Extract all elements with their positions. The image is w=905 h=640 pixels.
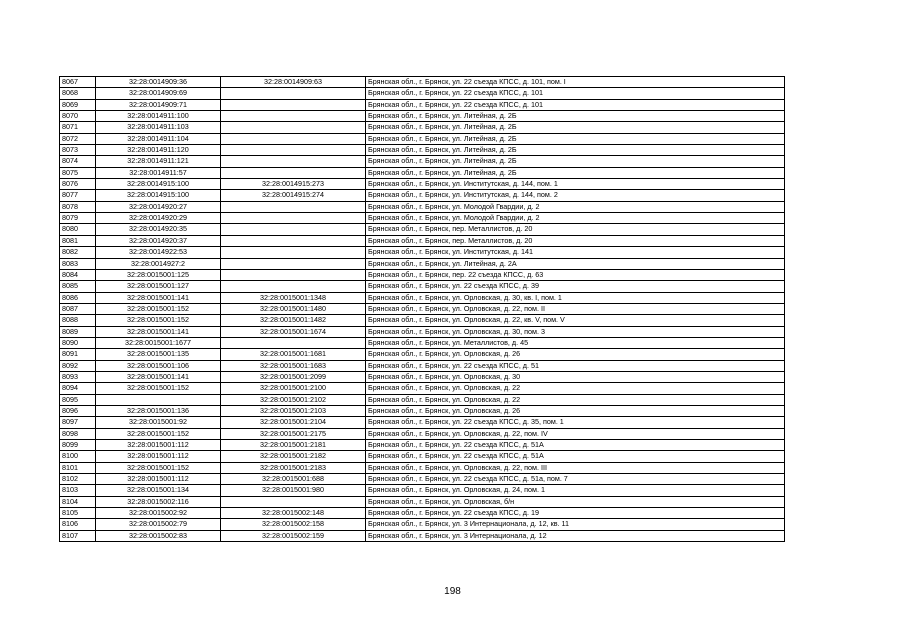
object-cadastral-number-cell: 32:28:0015001:2100	[221, 383, 366, 394]
object-cadastral-number-cell	[221, 247, 366, 258]
land-cadastral-number-cell: 32:28:0015001:112	[96, 451, 221, 462]
land-cadastral-number-cell: 32:28:0015002:79	[96, 519, 221, 530]
land-cadastral-number-cell: 32:28:0014920:27	[96, 201, 221, 212]
land-cadastral-number-cell: 32:28:0015001:152	[96, 462, 221, 473]
table-row	[60, 156, 785, 167]
table-row	[60, 349, 785, 360]
table-row	[60, 258, 785, 269]
address-cell: Брянская обл., г. Брянск, ул. Орловская, д. 22, пом. IV	[366, 428, 785, 439]
address-cell: Брянская обл., г. Брянск, ул. Орловская, д. 26	[366, 405, 785, 416]
address-cell: Брянская обл., г. Брянск, ул. 22 съезда КПСС, д. 101	[366, 99, 785, 110]
address-cell: Брянская обл., г. Брянск, ул. Литейная, д. 2А	[366, 258, 785, 269]
table-row	[60, 111, 785, 122]
row-number-cell: 8078	[60, 201, 96, 212]
table-row	[60, 496, 785, 507]
land-cadastral-number-cell: 32:28:0015001:127	[96, 281, 221, 292]
table-row	[60, 519, 785, 530]
table-row	[60, 440, 785, 451]
property-registry-table	[59, 76, 785, 542]
address-cell: Брянская обл., г. Брянск, ул. Литейная, д. 2Б	[366, 122, 785, 133]
land-cadastral-number-cell: 32:28:0014911:100	[96, 111, 221, 122]
object-cadastral-number-cell	[221, 496, 366, 507]
table-row	[60, 315, 785, 326]
address-cell: Брянская обл., г. Брянск, ул. 22 съезда КПСС, д. 101	[366, 88, 785, 99]
land-cadastral-number-cell: 32:28:0014911:104	[96, 133, 221, 144]
table-row	[60, 179, 785, 190]
address-cell: Брянская обл., г. Брянск, ул. Орловская, д. 30, пом. 3	[366, 326, 785, 337]
address-cell: Брянская обл., г. Брянск, ул. Орловская, д. 30, кв. I, пом. 1	[366, 292, 785, 303]
land-cadastral-number-cell: 32:28:0015001:152	[96, 428, 221, 439]
land-cadastral-number-cell: 32:28:0015001:125	[96, 269, 221, 280]
row-number-cell: 8069	[60, 99, 96, 110]
address-cell: Брянская обл., г. Брянск, ул. Орловская, б/н	[366, 496, 785, 507]
land-cadastral-number-cell: 32:28:0015001:152	[96, 303, 221, 314]
address-cell: Брянская обл., г. Брянск, ул. Молодой Гвардии, д. 2	[366, 201, 785, 212]
land-cadastral-number-cell: 32:28:0014909:69	[96, 88, 221, 99]
table-row	[60, 122, 785, 133]
row-number-cell: 8094	[60, 383, 96, 394]
object-cadastral-number-cell: 32:28:0015002:148	[221, 508, 366, 519]
table-row	[60, 405, 785, 416]
land-cadastral-number-cell: 32:28:0015001:141	[96, 292, 221, 303]
row-number-cell: 8083	[60, 258, 96, 269]
land-cadastral-number-cell: 32:28:0015001:1677	[96, 337, 221, 348]
row-number-cell: 8105	[60, 508, 96, 519]
row-number-cell: 8086	[60, 292, 96, 303]
object-cadastral-number-cell: 32:28:0015001:2104	[221, 417, 366, 428]
address-cell: Брянская обл., г. Брянск, ул. 3 Интернационала, д. 12, кв. 11	[366, 519, 785, 530]
table-row	[60, 190, 785, 201]
address-cell: Брянская обл., г. Брянск, ул. 22 съезда КПСС, д. 35, пом. 1	[366, 417, 785, 428]
table-row	[60, 371, 785, 382]
row-number-cell: 8093	[60, 371, 96, 382]
row-number-cell: 8099	[60, 440, 96, 451]
address-cell: Брянская обл., г. Брянск, ул. 22 съезда КПСС, д. 19	[366, 508, 785, 519]
row-number-cell: 8088	[60, 315, 96, 326]
land-cadastral-number-cell: 32:28:0015002:92	[96, 508, 221, 519]
object-cadastral-number-cell: 32:28:0014915:273	[221, 179, 366, 190]
table-row	[60, 417, 785, 428]
table-row	[60, 485, 785, 496]
object-cadastral-number-cell	[221, 145, 366, 156]
table-row	[60, 303, 785, 314]
object-cadastral-number-cell: 32:28:0015001:980	[221, 485, 366, 496]
object-cadastral-number-cell	[221, 258, 366, 269]
land-cadastral-number-cell: 32:28:0015001:106	[96, 360, 221, 371]
land-cadastral-number-cell: 32:28:0015001:152	[96, 383, 221, 394]
address-cell: Брянская обл., г. Брянск, ул. Институтская, д. 144, пом. 1	[366, 179, 785, 190]
address-cell: Брянская обл., г. Брянск, ул. Орловская, д. 22, пом. II	[366, 303, 785, 314]
object-cadastral-number-cell: 32:28:0014909:63	[221, 77, 366, 88]
row-number-cell: 8102	[60, 474, 96, 485]
row-number-cell: 8068	[60, 88, 96, 99]
row-number-cell: 8071	[60, 122, 96, 133]
address-cell: Брянская обл., г. Брянск, ул. Орловская, д. 22	[366, 394, 785, 405]
land-cadastral-number-cell: 32:28:0014922:53	[96, 247, 221, 258]
row-number-cell: 8075	[60, 167, 96, 178]
object-cadastral-number-cell	[221, 167, 366, 178]
table-row	[60, 133, 785, 144]
table-row	[60, 428, 785, 439]
address-cell: Брянская обл., г. Брянск, ул. Литейная, д. 2Б	[366, 156, 785, 167]
row-number-cell: 8077	[60, 190, 96, 201]
row-number-cell: 8081	[60, 235, 96, 246]
object-cadastral-number-cell: 32:28:0015001:1674	[221, 326, 366, 337]
land-cadastral-number-cell: 32:28:0014909:71	[96, 99, 221, 110]
object-cadastral-number-cell	[221, 269, 366, 280]
object-cadastral-number-cell	[221, 99, 366, 110]
table-row	[60, 530, 785, 541]
land-cadastral-number-cell: 32:28:0015001:134	[96, 485, 221, 496]
land-cadastral-number-cell: 32:28:0014920:29	[96, 213, 221, 224]
table-row	[60, 292, 785, 303]
address-cell: Брянская обл., г. Брянск, ул. Орловская, д. 22, кв. V, пом. V	[366, 315, 785, 326]
row-number-cell: 8091	[60, 349, 96, 360]
address-cell: Брянская обл., г. Брянск, ул. Орловская, д. 26	[366, 349, 785, 360]
land-cadastral-number-cell: 32:28:0015001:112	[96, 474, 221, 485]
row-number-cell: 8095	[60, 394, 96, 405]
address-cell: Брянская обл., г. Брянск, ул. 22 съезда КПСС, д. 51А	[366, 451, 785, 462]
address-cell: Брянская обл., г. Брянск, ул. 22 съезда КПСС, д. 51	[366, 360, 785, 371]
address-cell: Брянская обл., г. Брянск, ул. Орловская, д. 22	[366, 383, 785, 394]
address-cell: Брянская обл., г. Брянск, ул. 22 съезда КПСС, д. 39	[366, 281, 785, 292]
land-cadastral-number-cell: 32:28:0014927:2	[96, 258, 221, 269]
object-cadastral-number-cell: 32:28:0015001:1348	[221, 292, 366, 303]
object-cadastral-number-cell	[221, 201, 366, 212]
land-cadastral-number-cell: 32:28:0014920:35	[96, 224, 221, 235]
object-cadastral-number-cell	[221, 213, 366, 224]
address-cell: Брянская обл., г. Брянск, ул. Орловская, д. 24, пом. 1	[366, 485, 785, 496]
table-row	[60, 394, 785, 405]
address-cell: Брянская обл., г. Брянск, пер. 22 съезда КПСС, д. 63	[366, 269, 785, 280]
table-row	[60, 213, 785, 224]
row-number-cell: 8100	[60, 451, 96, 462]
object-cadastral-number-cell: 32:28:0015001:1482	[221, 315, 366, 326]
table-row	[60, 88, 785, 99]
object-cadastral-number-cell: 32:28:0015001:1681	[221, 349, 366, 360]
row-number-cell: 8084	[60, 269, 96, 280]
table-row	[60, 77, 785, 88]
address-cell: Брянская обл., г. Брянск, ул. Литейная, д. 2Б	[366, 111, 785, 122]
object-cadastral-number-cell: 32:28:0015001:2182	[221, 451, 366, 462]
table-row	[60, 462, 785, 473]
land-cadastral-number-cell: 32:28:0015002:116	[96, 496, 221, 507]
address-cell: Брянская обл., г. Брянск, пер. Металлистов, д. 20	[366, 235, 785, 246]
row-number-cell: 8103	[60, 485, 96, 496]
address-cell: Брянская обл., г. Брянск, ул. Институтская, д. 141	[366, 247, 785, 258]
table-row	[60, 383, 785, 394]
row-number-cell: 8085	[60, 281, 96, 292]
table-row	[60, 99, 785, 110]
land-cadastral-number-cell: 32:28:0015002:83	[96, 530, 221, 541]
table-row	[60, 201, 785, 212]
object-cadastral-number-cell: 32:28:0015001:2102	[221, 394, 366, 405]
row-number-cell: 8072	[60, 133, 96, 144]
land-cadastral-number-cell: 32:28:0014911:103	[96, 122, 221, 133]
address-cell: Брянская обл., г. Брянск, ул. Литейная, д. 2Б	[366, 133, 785, 144]
object-cadastral-number-cell	[221, 133, 366, 144]
object-cadastral-number-cell	[221, 122, 366, 133]
object-cadastral-number-cell: 32:28:0015002:158	[221, 519, 366, 530]
row-number-cell: 8076	[60, 179, 96, 190]
object-cadastral-number-cell	[221, 281, 366, 292]
table-row	[60, 167, 785, 178]
land-cadastral-number-cell: 32:28:0014911:57	[96, 167, 221, 178]
row-number-cell: 8106	[60, 519, 96, 530]
address-cell: Брянская обл., г. Брянск, ул. 22 съезда КПСС, д. 51а, пом. 7	[366, 474, 785, 485]
table-row	[60, 281, 785, 292]
object-cadastral-number-cell	[221, 235, 366, 246]
land-cadastral-number-cell: 32:28:0014915:100	[96, 179, 221, 190]
row-number-cell: 8087	[60, 303, 96, 314]
object-cadastral-number-cell	[221, 156, 366, 167]
table-row	[60, 326, 785, 337]
object-cadastral-number-cell	[221, 224, 366, 235]
land-cadastral-number-cell: 32:28:0014915:100	[96, 190, 221, 201]
object-cadastral-number-cell: 32:28:0015001:1683	[221, 360, 366, 371]
table-row	[60, 235, 785, 246]
address-cell: Брянская обл., г. Брянск, ул. Литейная, д. 2Б	[366, 167, 785, 178]
object-cadastral-number-cell: 32:28:0015001:2175	[221, 428, 366, 439]
land-cadastral-number-cell: 32:28:0014911:121	[96, 156, 221, 167]
land-cadastral-number-cell: 32:28:0015001:141	[96, 326, 221, 337]
table-row	[60, 269, 785, 280]
land-cadastral-number-cell: 32:28:0015001:136	[96, 405, 221, 416]
table-row	[60, 337, 785, 348]
address-cell: Брянская обл., г. Брянск, ул. Институтская, д. 144, пом. 2	[366, 190, 785, 201]
row-number-cell: 8101	[60, 462, 96, 473]
address-cell: Брянская обл., г. Брянск, ул. Орловская, д. 22, пом. III	[366, 462, 785, 473]
address-cell: Брянская обл., г. Брянск, ул. 22 съезда КПСС, д. 101, пом. I	[366, 77, 785, 88]
row-number-cell: 8090	[60, 337, 96, 348]
table-row	[60, 247, 785, 258]
row-number-cell: 8107	[60, 530, 96, 541]
address-cell: Брянская обл., г. Брянск, ул. Орловская, д. 30	[366, 371, 785, 382]
object-cadastral-number-cell: 32:28:0015001:2099	[221, 371, 366, 382]
page-number: 198	[444, 586, 461, 597]
row-number-cell: 8079	[60, 213, 96, 224]
table-row	[60, 451, 785, 462]
land-cadastral-number-cell: 32:28:0015001:141	[96, 371, 221, 382]
object-cadastral-number-cell: 32:28:0014915:274	[221, 190, 366, 201]
land-cadastral-number-cell: 32:28:0015001:135	[96, 349, 221, 360]
row-number-cell: 8082	[60, 247, 96, 258]
address-cell: Брянская обл., г. Брянск, ул. Молодой Гвардии, д. 2	[366, 213, 785, 224]
address-cell: Брянская обл., г. Брянск, ул. 22 съезда КПСС, д. 51А	[366, 440, 785, 451]
address-cell: Брянская обл., г. Брянск, ул. 3 Интернационала, д. 12	[366, 530, 785, 541]
row-number-cell: 8104	[60, 496, 96, 507]
object-cadastral-number-cell	[221, 88, 366, 99]
row-number-cell: 8098	[60, 428, 96, 439]
land-cadastral-number-cell: 32:28:0014911:120	[96, 145, 221, 156]
row-number-cell: 8089	[60, 326, 96, 337]
object-cadastral-number-cell: 32:28:0015001:2181	[221, 440, 366, 451]
table-row	[60, 145, 785, 156]
object-cadastral-number-cell	[221, 337, 366, 348]
land-cadastral-number-cell: 32:28:0014920:37	[96, 235, 221, 246]
land-cadastral-number-cell: 32:28:0015001:112	[96, 440, 221, 451]
row-number-cell: 8092	[60, 360, 96, 371]
table-row	[60, 360, 785, 371]
row-number-cell: 8096	[60, 405, 96, 416]
row-number-cell: 8073	[60, 145, 96, 156]
address-cell: Брянская обл., г. Брянск, ул. Литейная, д. 2Б	[366, 145, 785, 156]
object-cadastral-number-cell: 32:28:0015002:159	[221, 530, 366, 541]
row-number-cell: 8097	[60, 417, 96, 428]
row-number-cell: 8070	[60, 111, 96, 122]
land-cadastral-number-cell	[96, 394, 221, 405]
land-cadastral-number-cell: 32:28:0015001:152	[96, 315, 221, 326]
table-row	[60, 508, 785, 519]
object-cadastral-number-cell: 32:28:0015001:2183	[221, 462, 366, 473]
row-number-cell: 8080	[60, 224, 96, 235]
object-cadastral-number-cell: 32:28:0015001:1480	[221, 303, 366, 314]
land-cadastral-number-cell: 32:28:0014909:36	[96, 77, 221, 88]
object-cadastral-number-cell	[221, 111, 366, 122]
row-number-cell: 8074	[60, 156, 96, 167]
table-body	[60, 77, 785, 542]
object-cadastral-number-cell: 32:28:0015001:2103	[221, 405, 366, 416]
table-row	[60, 224, 785, 235]
row-number-cell: 8067	[60, 77, 96, 88]
address-cell: Брянская обл., г. Брянск, ул. Металлистов, д. 45	[366, 337, 785, 348]
address-cell: Брянская обл., г. Брянск, пер. Металлистов, д. 20	[366, 224, 785, 235]
table-row	[60, 474, 785, 485]
land-cadastral-number-cell: 32:28:0015001:92	[96, 417, 221, 428]
object-cadastral-number-cell: 32:28:0015001:688	[221, 474, 366, 485]
